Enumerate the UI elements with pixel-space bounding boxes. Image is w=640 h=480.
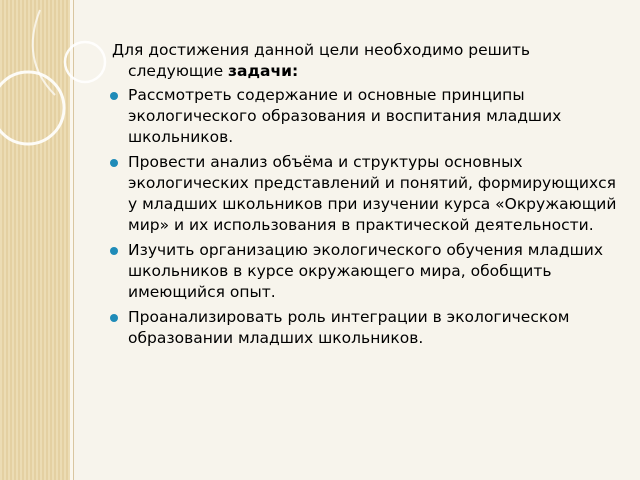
task-list (112, 85, 622, 349)
list-item-text: Проанализировать роль интеграции в экологическом образовании младших школьников. (128, 308, 570, 347)
list-item (112, 152, 622, 236)
list-item-text: Провести анализ объёма и структуры основных экологических представлений и понятий, формирующихся у младших школьников при изучении курса «Окружающий мир» и их использования в практической деятельности. (128, 153, 617, 234)
ring-large (0, 72, 64, 144)
list-item (112, 307, 622, 349)
intro-text: Для достижения данной цели необходимо решить следующие (112, 41, 531, 80)
list-item (112, 85, 622, 148)
ring-small (65, 42, 105, 82)
list-item-text: Рассмотреть содержание и основные принципы экологического образования и воспитания младших школьников. (128, 86, 562, 146)
slide-content (112, 40, 622, 353)
intro-paragraph (112, 40, 622, 82)
list-item (112, 240, 622, 303)
intro-bold-word: задачи: (228, 62, 299, 80)
list-item-text: Изучить организацию экологического обучения младших школьников в курсе окружающего мира, обобщить имеющийся опыт. (128, 241, 604, 301)
